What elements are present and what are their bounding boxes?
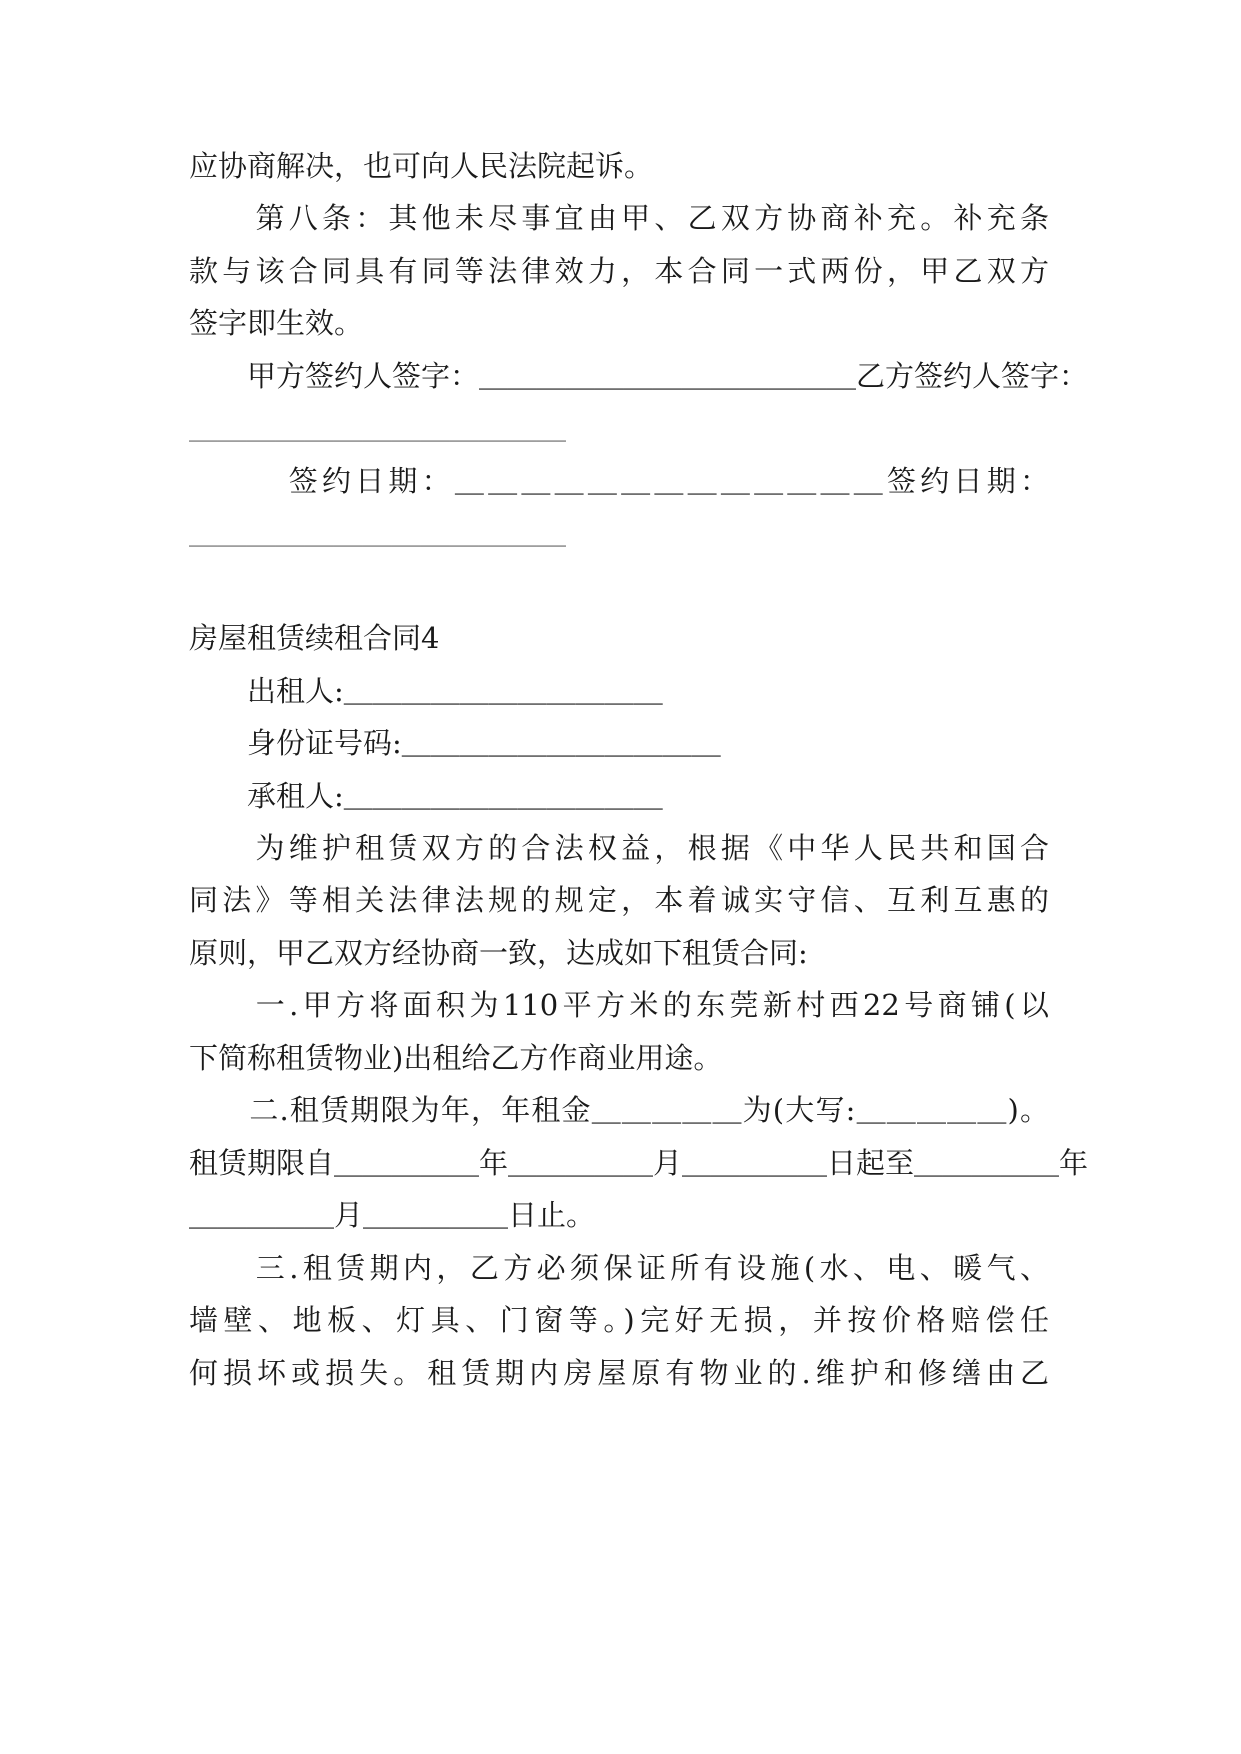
signature-blank-party-b: ＿＿＿＿＿＿＿＿＿＿＿＿＿ [189,411,567,445]
lessee-field: 承租人:＿＿＿＿＿＿＿＿＿＿＿ [189,779,663,813]
text-line-14: 同法》等相关法律法规的规定，本着诚实守信、互利互惠的 [189,883,1049,917]
clause-two-line-3: ＿＿＿＿＿月＿＿＿＿＿日止。 [189,1198,596,1232]
text-line-15: 原则，甲乙双方经协商一致，达成如下租赁合同: [189,936,808,970]
text-line-2: 第八条：其他未尽事宜由甲、乙双方协商补充。补充条 [189,201,1049,235]
clause-three-line-1: 三.租赁期内，乙方必须保证所有设施(水、电、暖气、 [189,1251,1049,1285]
clause-two-line-2: 租赁期限自＿＿＿＿＿年＿＿＿＿＿月＿＿＿＿＿日起至＿＿＿＿＿年 [189,1146,1089,1180]
signature-line-parties: 甲方签约人签字：＿＿＿＿＿＿＿＿＿＿＿＿＿乙方签约人签字： [189,359,1089,393]
text-line-13: 为维护租赁双方的合法权益，根据《中华人民共和国合 [189,831,1049,865]
clause-three-line-2: 墙壁、地板、灯具、门窗等。)完好无损，并按价格赔偿任 [189,1303,1049,1337]
text-line-4: 签字即生效。 [189,306,364,340]
id-number-field: 身份证号码:＿＿＿＿＿＿＿＿＿＿＿ [189,726,721,760]
clause-two-line-1: 二.租赁期限为年，年租金＿＿＿＿＿为(大写:＿＿＿＿＿)。 [189,1093,1049,1127]
signing-date-blank: ＿＿＿＿＿＿＿＿＿＿＿＿＿ [189,516,567,550]
text-line-1: 应协商解决，也可向人民法院起诉。 [189,149,654,183]
contract-title: 房屋租赁续租合同4 [189,621,440,655]
clause-three-line-3: 何损坏或损失。租赁期内房屋原有物业的.维护和修缮由乙 [189,1356,1049,1390]
clause-one-line-1: 一.甲方将面积为110平方米的东莞新村西22号商铺(以 [189,988,1049,1022]
clause-one-line-2: 下简称租赁物业)出租给乙方作商业用途。 [189,1041,723,1075]
text-line-3: 款与该合同具有同等法律效力，本合同一式两份，甲乙双方 [189,254,1049,288]
lessor-field: 出租人:＿＿＿＿＿＿＿＿＿＿＿ [189,674,663,708]
signing-date-line: 签约日期：＿＿＿＿＿＿＿＿＿＿＿＿＿签约日期： [189,464,1049,498]
